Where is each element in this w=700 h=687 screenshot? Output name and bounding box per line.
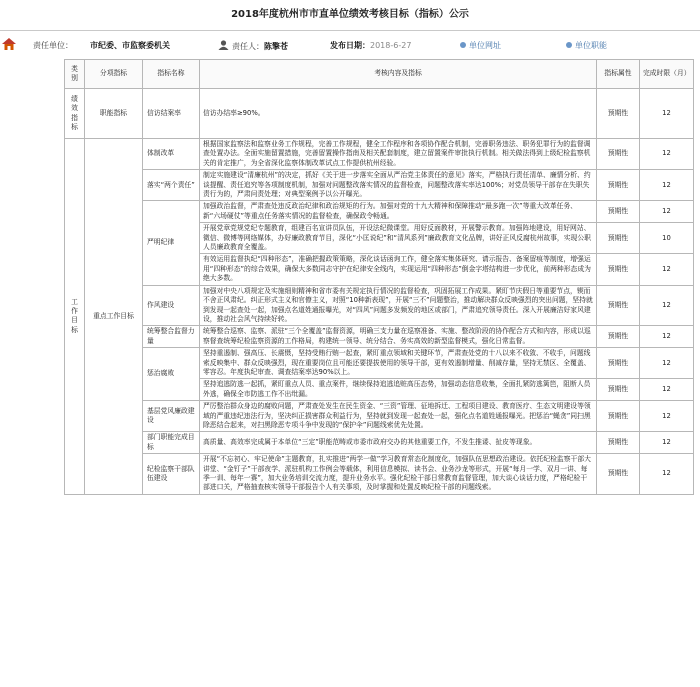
indicator-name-cell: 纪检监察干部队伍建设 [143, 454, 200, 495]
unit-value: 市纪委、市监察委机关 [90, 41, 170, 50]
person-value: 陈擎苍 [264, 42, 288, 51]
header-indicator-name: 指标名称 [143, 60, 200, 89]
deadline-cell: 12 [640, 170, 694, 201]
table-row [65, 401, 694, 432]
date-group [330, 40, 411, 51]
indicator-name-cell: 落实“两个责任” [143, 170, 200, 201]
deadline-cell: 12 [640, 401, 694, 432]
unit-website-link[interactable]: 单位网址 [460, 40, 501, 51]
unit-label: 责任单位： [33, 41, 73, 50]
attribute-cell: 预期性 [597, 432, 640, 454]
sub-indicator-cell: 重点工作目标 [85, 139, 143, 495]
table-row [65, 326, 694, 348]
info-bar [0, 37, 700, 57]
category-cell: 绩效指标 [65, 89, 85, 139]
indicator-name-cell: 惩治腐败 [143, 348, 200, 401]
attribute-cell: 预期性 [597, 201, 640, 223]
deadline-cell: 12 [640, 432, 694, 454]
table-row [65, 170, 694, 201]
indicator-name-cell: 基层党风廉政建设 [143, 401, 200, 432]
header-content: 考核内容及指标 [200, 60, 597, 89]
content-cell: 坚持重遏制、强高压、长震慑，坚持受贿行贿一起查，紧盯重点领域和关键环节，严肃查处党的十八以来不收敛、不收手，问题线索反映集中、群众反映强烈，现在重要岗位且可能还要提拔使用的领导干部，更有效遏制增量、削减存量，坚持无禁区、全覆盖、零容忍。年度执纪审查、调查结案率达90%以上。 [200, 348, 597, 379]
attribute-cell: 预期性 [597, 379, 640, 401]
content-cell: 统筹整合巡察、监察、派驻“三个全覆盖”监督资源，明确三支力量在巡察准备、实施、整改阶段的协作配合方式和内容，形成以巡察督查统筹纪检监察资源的工作格局，构建统一领导、统分结合、务实高效的新型监督模式，强化日常监督。 [200, 326, 597, 348]
header-attribute: 指标属性 [597, 60, 640, 89]
content-cell: 加强对中央八项规定及实施细则精神和省市委有关规定执行情况的监督检查，巩固拓展工作成果。紧盯节庆假日等重要节点，锲而不舍正风肃纪。纠正形式主义和官僚主义，对照“10种新表现”，开展“三不”问题整治，推动解决群众反映强烈的突出问题，坚持就到发现一起查处一起，加强点名道姓通报曝光，对“四风”问题多发频发的地区或部门，严肃追究领导责任。深入开展廉洁好家风建设，推动社会风气持续好转。 [200, 285, 597, 326]
table-row [65, 432, 694, 454]
date-value: 2018-6-27 [370, 41, 412, 50]
attribute-cell: 预期性 [597, 89, 640, 139]
table-row [65, 348, 694, 379]
content-cell: 信访办结率≥90%。 [200, 89, 597, 139]
table-row [65, 285, 694, 326]
header-deadline: 完成时限（月） [640, 60, 694, 89]
attribute-cell: 预期性 [597, 223, 640, 254]
bullet-dot-icon [566, 42, 572, 48]
content-cell: 高质量、高效率完成属于本单位“三定”职能范畴或市委市政府交办的其他重要工作，不发生推诿、扯皮等现象。 [200, 432, 597, 454]
table-row [65, 89, 694, 139]
content-cell: 制定实施建设“清廉杭州”的决定，抓好《关于进一步落实全面从严治党主体责任的意见》落实，严格执行责任清单、廉情分析、约谈提醒、责任追究等各项制度机制，加强对问题整改落实情况的监督检查，问题整改落实率达100%；对党员领导干部存在失职失责行为的，严肃问责处理；对典型案例予以公开曝光。 [200, 170, 597, 201]
indicator-name-cell: 统筹整合监督力量 [143, 326, 200, 348]
indicator-name-cell: 体制改革 [143, 139, 200, 170]
deadline-cell: 12 [640, 201, 694, 223]
person-label: 责任人： [232, 42, 264, 51]
header-sub-indicator: 分项指标 [85, 60, 143, 89]
bullet-dot-icon [460, 42, 466, 48]
sub-indicator-cell: 职能指标 [85, 89, 143, 139]
indicator-name-cell: 信访结案率 [143, 89, 200, 139]
deadline-cell: 12 [640, 285, 694, 326]
attribute-cell: 预期性 [597, 254, 640, 285]
attribute-cell: 预期性 [597, 326, 640, 348]
deadline-cell: 12 [640, 326, 694, 348]
content-cell: 严厉整治群众身边的腐败问题，严肃查处发生在民生资金、“三资”管理、征地拆迁、工程项目建设、教育医疗、生态文明建设等领域的严重违纪违法行为，坚决纠正损害群众利益行为，坚持就到发现一起查处一起，强化点名道姓通报曝光。把惩治“蝇贪”同扫黑除恶结合起来，对扫黑除恶专项斗争中发现的“保护伞”问题线索优先处置。 [200, 401, 597, 432]
user-icon [218, 40, 229, 50]
attribute-cell: 预期性 [597, 454, 640, 495]
indicator-name-cell: 严明纪律 [143, 201, 200, 285]
deadline-cell: 12 [640, 89, 694, 139]
content-cell: 根据国家监察法和监察业务工作规程，完善工作规程，健全工作程序和各项协作配合机制，完善职务违法、职务犯罪行为的监督调查处置办法。全面实施留置措施，完善留置操作指南及相关配套制度，建立留置案件审批执行机制。相关做法得到上级纪检监察机关的肯定推广，为全省深化监察体制改革试点工作提供杭州经验。 [200, 139, 597, 170]
attribute-cell: 预期性 [597, 285, 640, 326]
deadline-cell: 12 [640, 254, 694, 285]
content-cell: 开展党章党规党纪专题教育，组建百名宣讲员队伍，开设法纪微课堂。用好反面教材，开展警示教育。加强阵地建设，用好网站、微信、微博等网络媒体，办好廉政教育节目，深化“小匡说纪”和“清风系列”廉政教育文化品牌，讲好正风反腐杭州故事，实现公职人员廉政教育全覆盖。 [200, 223, 597, 254]
content-cell: 加强政治监督，严肃查处违反政治纪律和政治规矩的行为。加强对党的十九大精神和保障推动“最多跑一次”等重大改革任务、新“六场硬仗”等重点任务落实情况的监督检查，确保政令畅通。 [200, 201, 597, 223]
deadline-cell: 12 [640, 454, 694, 495]
page-title: 2018年度杭州市市直单位绩效考核目标（指标）公示 [0, 0, 700, 31]
attribute-cell: 预期性 [597, 348, 640, 379]
table-row [65, 139, 694, 170]
table-row [65, 454, 694, 495]
category-cell: 工作目标 [65, 139, 85, 495]
unit-duty-link[interactable]: 单位职能 [566, 40, 607, 51]
deadline-cell: 12 [640, 379, 694, 401]
table-header-row [65, 60, 694, 89]
deadline-cell: 12 [640, 139, 694, 170]
content-cell: 开展“不忘初心、牢记使命”主题教育，扎实推进“两学一做”学习教育常态化制度化，加强队伍思想政治建设。依托纪检监察干部大讲堂、“金钉子”干部夜学、派驻机构工作例会等载体，利用信息模拟、读书会、业务沙龙等形式，开展“每月一学、双月一讲、每季一训、每年一赛”，加大业务培训交流力度，提升业务水平。强化纪检干部日常教育监督管理，加大谈心谈话力度，严格纪检干部进口关，严格抽查核实领导干部报告个人有关事项，及时掌握和处置反映纪检干部的问题线索。 [200, 454, 597, 495]
deadline-cell: 10 [640, 223, 694, 254]
indicator-name-cell: 部门职能完成目标 [143, 432, 200, 454]
date-label: 发布日期： [330, 41, 370, 50]
attribute-cell: 预期性 [597, 170, 640, 201]
content-cell: 有效运用监督执纪“四种形态”，准确把握政策策略，深化谈话函询工作，健全落实集体研究、请示报告、备案留痕等制度，增强运用“四种形态”的综合效果，确保大多数同志守护在纪律安全线内，实现运用“四种形态”倒金字塔结构进一步优化，前两种形态成为绝大多数。 [200, 254, 597, 285]
header-category: 类别 [65, 60, 85, 89]
attribute-cell: 预期性 [597, 401, 640, 432]
content-cell: 坚持追逃防逃一起抓，紧盯重点人员、重点案件，继续保持追逃追赃高压态势，加强动态信息收集，全面扎紧防逃篱笆，阻断人员外逃，确保全市防逃工作不出纰漏。 [200, 379, 597, 401]
person-group [218, 40, 288, 52]
deadline-cell: 12 [640, 348, 694, 379]
table-row [65, 201, 694, 223]
attribute-cell: 预期性 [597, 139, 640, 170]
home-icon[interactable] [2, 38, 16, 50]
target-table [64, 59, 694, 495]
indicator-name-cell: 作风建设 [143, 285, 200, 326]
